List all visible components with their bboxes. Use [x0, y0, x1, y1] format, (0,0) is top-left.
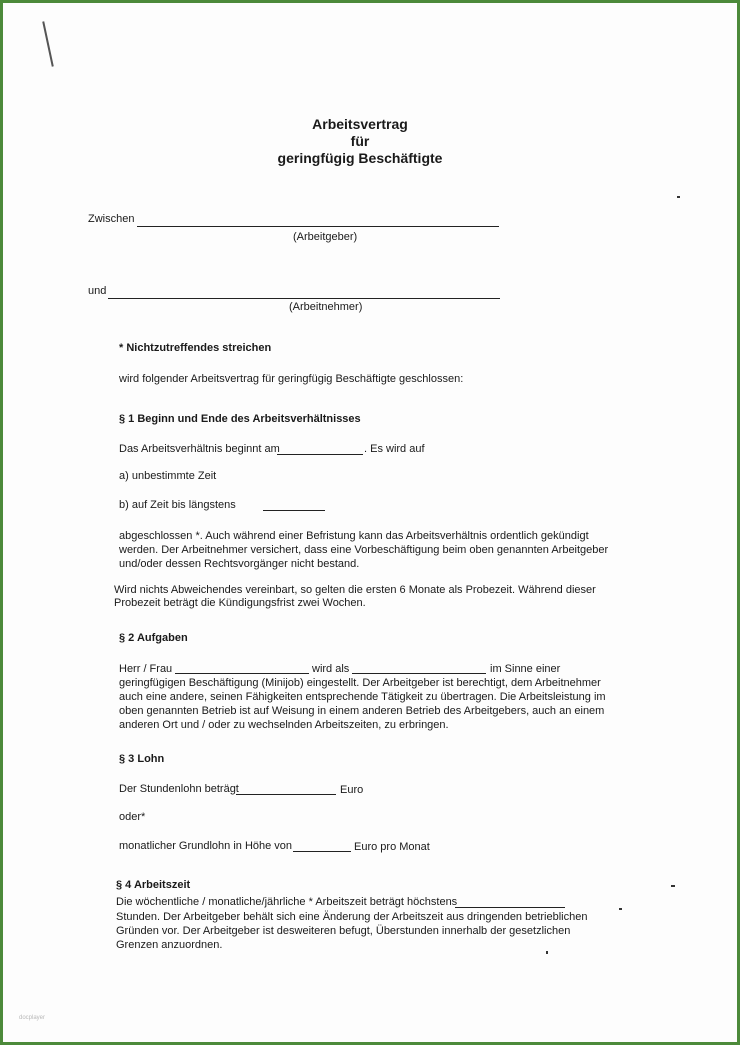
scan-speck [671, 885, 675, 887]
scan-speck [546, 951, 548, 954]
role-label: wird als [312, 663, 350, 675]
section-2-text-line: oben genannten Betrieb ist auf Weisung in einem anderen Betrieb des Arbeitgebers, auch an einem [119, 705, 605, 717]
or-label: oder* [119, 811, 146, 823]
hourly-wage-unit: Euro [340, 784, 364, 796]
start-date-field[interactable] [277, 454, 363, 455]
job-title-field[interactable] [352, 673, 486, 674]
employer-caption: (Arbeitgeber) [293, 231, 358, 243]
section-2-text-line: auch eine andere, seinen Fähigkeiten entsprechende Tätigkeit zu übertragen. Die Arbeitsleistung im [119, 691, 606, 703]
start-date-suffix: . Es wird auf [364, 443, 425, 455]
section-3-heading: § 3 Lohn [119, 753, 165, 765]
monthly-wage-unit: Euro pro Monat [354, 841, 430, 853]
watermark: docplayer [19, 1015, 46, 1021]
section-4-heading: § 4 Arbeitszeit [116, 879, 191, 891]
contract-title-line-3: geringfügig Beschäftigte [277, 150, 443, 166]
section-1-text-line: und/oder dessen Rechtsvorgänger nicht bestand. [119, 558, 360, 570]
employer-name-field[interactable] [137, 226, 499, 227]
section-4-text-line: Stunden. Der Arbeitgeber behält sich eine Änderung der Arbeitszeit aus dringenden betrieblichen [116, 911, 588, 923]
and-label: und [88, 285, 107, 297]
contract-title-line-2: für [350, 133, 370, 149]
section-1-heading: § 1 Beginn und Ende des Arbeitsverhältnisses [119, 413, 361, 425]
person-name-field[interactable] [175, 673, 309, 674]
role-suffix: im Sinne einer [490, 663, 561, 675]
section-2-text-line: geringfügigen Beschäftigung (Minijob) eingestellt. Der Arbeitgeber ist berechtigt, dem Arbeitnehmer [119, 677, 601, 689]
working-hours-label: Die wöchentliche / monatliche/jährliche * Arbeitszeit beträgt höchstens [116, 896, 458, 908]
between-label: Zwischen [88, 213, 135, 225]
section-4-text-line: Gründen vor. Der Arbeitgeber ist desweiteren befugt, Überstunden innerhalb der gesetzlichen [116, 925, 571, 937]
option-unlimited: a) unbestimmte Zeit [119, 470, 217, 482]
section-4-text-line: Grenzen anzuordnen. [116, 939, 223, 951]
end-date-field[interactable] [263, 510, 325, 511]
section-1-text-line: abgeschlossen *. Auch während einer Befristung kann das Arbeitsverhältnis ordentlich gekündigt [119, 530, 589, 542]
option-limited: b) auf Zeit bis längstens [119, 499, 236, 511]
working-hours-field[interactable] [455, 907, 565, 908]
employee-caption: (Arbeitnehmer) [289, 301, 363, 313]
employee-name-field[interactable] [108, 298, 500, 299]
probation-text-line: Wird nichts Abweichendes vereinbart, so gelten die ersten 6 Monate als Probezeit. Während dieser [114, 584, 596, 596]
scan-speck [619, 908, 622, 910]
intro-text: wird folgender Arbeitsvertrag für geringfügig Beschäftigte geschlossen: [119, 373, 464, 385]
probation-text-line: Probezeit beträgt die Kündigungsfrist zwei Wochen. [114, 597, 366, 609]
hourly-wage-label: Der Stundenlohn beträgt [119, 783, 239, 795]
section-2-text-line: anderen Ort und / oder zu wechselnden Arbeitszeiten, zu erbringen. [119, 719, 449, 731]
person-label: Herr / Frau [119, 663, 173, 675]
start-date-label: Das Arbeitsverhältnis beginnt am [119, 443, 280, 455]
hourly-wage-field[interactable] [236, 794, 336, 795]
monthly-wage-label: monatlicher Grundlohn in Höhe von [119, 840, 293, 852]
pen-stroke-mark [42, 21, 54, 66]
scan-speck [677, 196, 680, 198]
monthly-wage-field[interactable] [293, 851, 351, 852]
section-2-heading: § 2 Aufgaben [119, 632, 188, 644]
contract-title-line-1: Arbeitsvertrag [312, 116, 408, 132]
strike-note: * Nichtzutreffendes streichen [119, 342, 272, 354]
section-1-text-line: werden. Der Arbeitnehmer versichert, dass eine Vorbeschäftigung beim oben genannten Arbeitgeber [119, 544, 609, 556]
